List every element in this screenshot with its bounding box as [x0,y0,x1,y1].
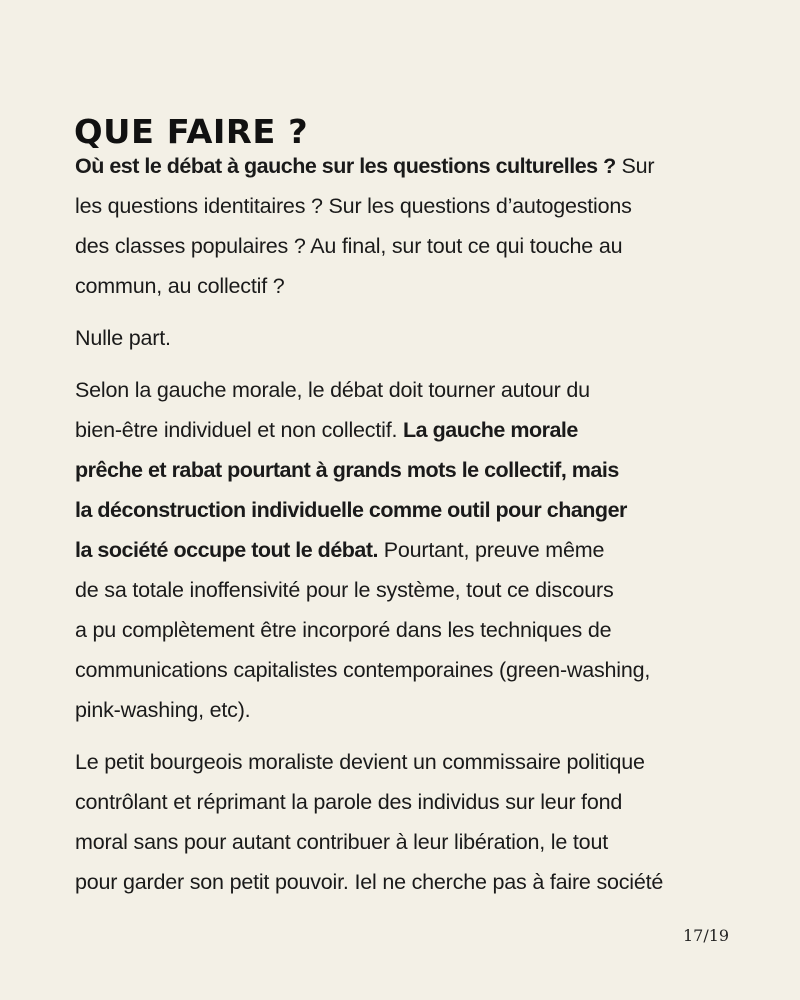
text: Pourtant, preuve même [378,538,605,562]
text-line [75,690,755,730]
bold-text: prêche et rabat pourtant à grands mots le collectif, mais [75,458,619,482]
paragraph [75,318,755,358]
text-line [75,370,755,410]
text: pour garder son petit pouvoir. Iel ne cherche pas à faire société [75,870,664,894]
text-line [75,862,755,902]
text: bien-être individuel et non collectif. [75,418,404,442]
text-line [75,450,755,490]
text-line [75,410,755,450]
text: Le petit bourgeois moraliste devient un commissaire politique [75,750,645,774]
page-number: 17/19 [683,926,730,945]
text-line [75,146,755,186]
text: Nulle part. [75,326,171,350]
text: contrôlant et réprimant la parole des individus sur leur fond [75,790,623,814]
bold-text: Où est le débat à gauche sur les questions culturelles ? [75,154,616,178]
text-line [75,490,755,530]
text-line [75,822,755,862]
text-line [75,186,755,226]
text: commun, au collectif ? [75,274,285,298]
text-line [75,782,755,822]
text-line [75,530,755,570]
text-line [75,318,755,358]
bold-text: la déconstruction individuelle comme outil pour changer [75,498,627,522]
text: pink-washing, etc). [75,698,251,722]
text-line [75,266,755,306]
text: moral sans pour autant contribuer à leur libération, le tout [75,830,608,854]
text: Sur [615,154,655,178]
page-title: QUE FAIRE ? [74,112,309,152]
text-line [75,650,755,690]
text-line [75,610,755,650]
paragraph [75,146,755,306]
text: communications capitalistes contemporaines (green-washing, [75,658,651,682]
text: a pu complètement être incorporé dans les techniques de [75,618,612,642]
text: Selon la gauche morale, le débat doit tourner autour du [75,378,590,402]
text-line [75,742,755,782]
bold-text: La gauche morale [403,418,578,442]
text: de sa totale inoffensivité pour le système, tout ce discours [75,578,614,602]
paragraph [75,370,755,730]
text-line [75,570,755,610]
paragraph [75,742,755,902]
bold-text: la société occupe tout le débat. [75,538,378,562]
text: les questions identitaires ? Sur les questions d’autogestions [75,194,632,218]
body-text [75,146,755,914]
text-line [75,226,755,266]
text: des classes populaires ? Au final, sur tout ce qui touche au [75,234,623,258]
